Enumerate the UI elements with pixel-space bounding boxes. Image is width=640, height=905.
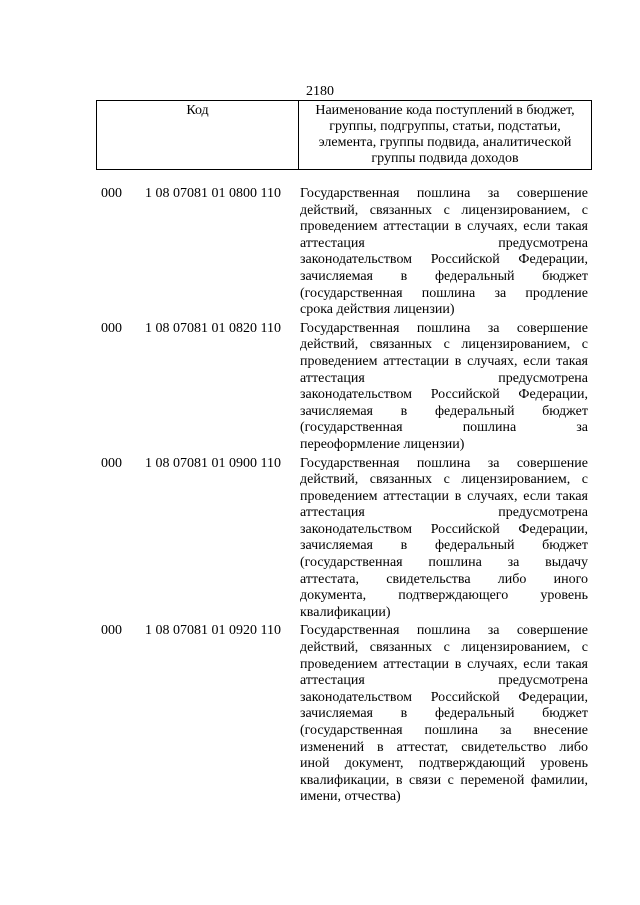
budget-classification-code: 1 08 07081 01 0920 110 (145, 623, 281, 639)
page-number: 2180 (306, 84, 334, 99)
description-line: аттестата, свидетельства либо иного (300, 571, 588, 587)
description-line: переоформление лицензии) (300, 436, 465, 452)
description-line: законодательством Российской Федерации, (300, 252, 588, 268)
description-line: документа, подтверждающего уровень (300, 588, 588, 604)
description-line: законодательством Российской Федерации, (300, 387, 588, 403)
description-line: иной документ, подтверждающий уровень (300, 756, 588, 772)
revenue-code-row (0, 456, 640, 622)
description-line: законодательством Российской Федерации, (300, 521, 588, 537)
revenue-description (300, 456, 588, 622)
description-line: квалификации, в связи с переменой фамилии, (300, 772, 588, 788)
budget-classification-code: 1 08 07081 01 0820 110 (145, 320, 281, 336)
description-line: законодательством Российской Федерации, (300, 689, 588, 705)
revenue-description (300, 623, 588, 806)
description-line: квалификации) (300, 604, 391, 620)
description-line: (государственная пошлина за (300, 420, 588, 436)
description-line: зачисляемая в федеральный бюджет (300, 706, 588, 722)
description-line: изменений в аттестат, свидетельство либо (300, 739, 588, 755)
header-name-label: Наименование кода поступлений в бюджет, группы, подгруппы, статьи, подстатьи, элемента, группы подвида, аналитической группы подвида доходов (315, 103, 575, 166)
description-line: действий, связанных с лицензированием, с (300, 640, 588, 656)
description-line: действий, связанных с лицензированием, с (300, 202, 588, 218)
description-line: (государственная пошлина за продление (300, 285, 588, 301)
description-line: (государственная пошлина за внесение (300, 723, 588, 738)
description-line: Государственная пошлина за совершение (300, 623, 588, 639)
description-line: аттестация предусмотрена (300, 370, 588, 386)
description-line: проведением аттестации в случаях, если такая (300, 488, 588, 504)
description-line: проведением аттестации в случаях, если такая (300, 219, 588, 235)
revenue-code-row (0, 186, 640, 319)
revenue-code-row (0, 321, 640, 454)
admin-code: 000 (101, 623, 122, 639)
description-line: зачисляемая в федеральный бюджет (300, 403, 588, 419)
budget-classification-code: 1 08 07081 01 0900 110 (145, 455, 281, 471)
description-line: проведением аттестации в случаях, если такая (300, 353, 588, 369)
revenue-code-list (0, 186, 640, 808)
description-line: действий, связанных с лицензированием, с (300, 472, 588, 488)
header-code-label: Код (186, 103, 209, 118)
admin-code: 000 (101, 320, 122, 336)
description-line: зачисляемая в федеральный бюджет (300, 538, 588, 554)
description-line: аттестация предусмотрена (300, 505, 588, 521)
table-header (96, 100, 592, 170)
description-line: Государственная пошлина за совершение (300, 455, 588, 471)
admin-code: 000 (101, 186, 122, 201)
description-line: имени, отчества) (300, 789, 401, 805)
budget-classification-code: 1 08 07081 01 0800 110 (145, 186, 281, 201)
admin-code: 000 (101, 455, 122, 471)
description-line: (государственная пошлина за выдачу (300, 555, 588, 571)
revenue-description (300, 321, 588, 454)
description-line: проведением аттестации в случаях, если такая (300, 656, 588, 672)
description-line: аттестация предусмотрена (300, 235, 588, 251)
revenue-description (300, 186, 588, 319)
description-line: аттестация предусмотрена (300, 673, 588, 689)
description-line: действий, связанных с лицензированием, с (300, 337, 588, 353)
description-line: срока действия лицензии) (300, 302, 455, 318)
description-line: Государственная пошлина за совершение (300, 186, 588, 201)
description-line: Государственная пошлина за совершение (300, 320, 588, 336)
revenue-code-row (0, 623, 640, 806)
description-line: зачисляемая в федеральный бюджет (300, 268, 588, 284)
